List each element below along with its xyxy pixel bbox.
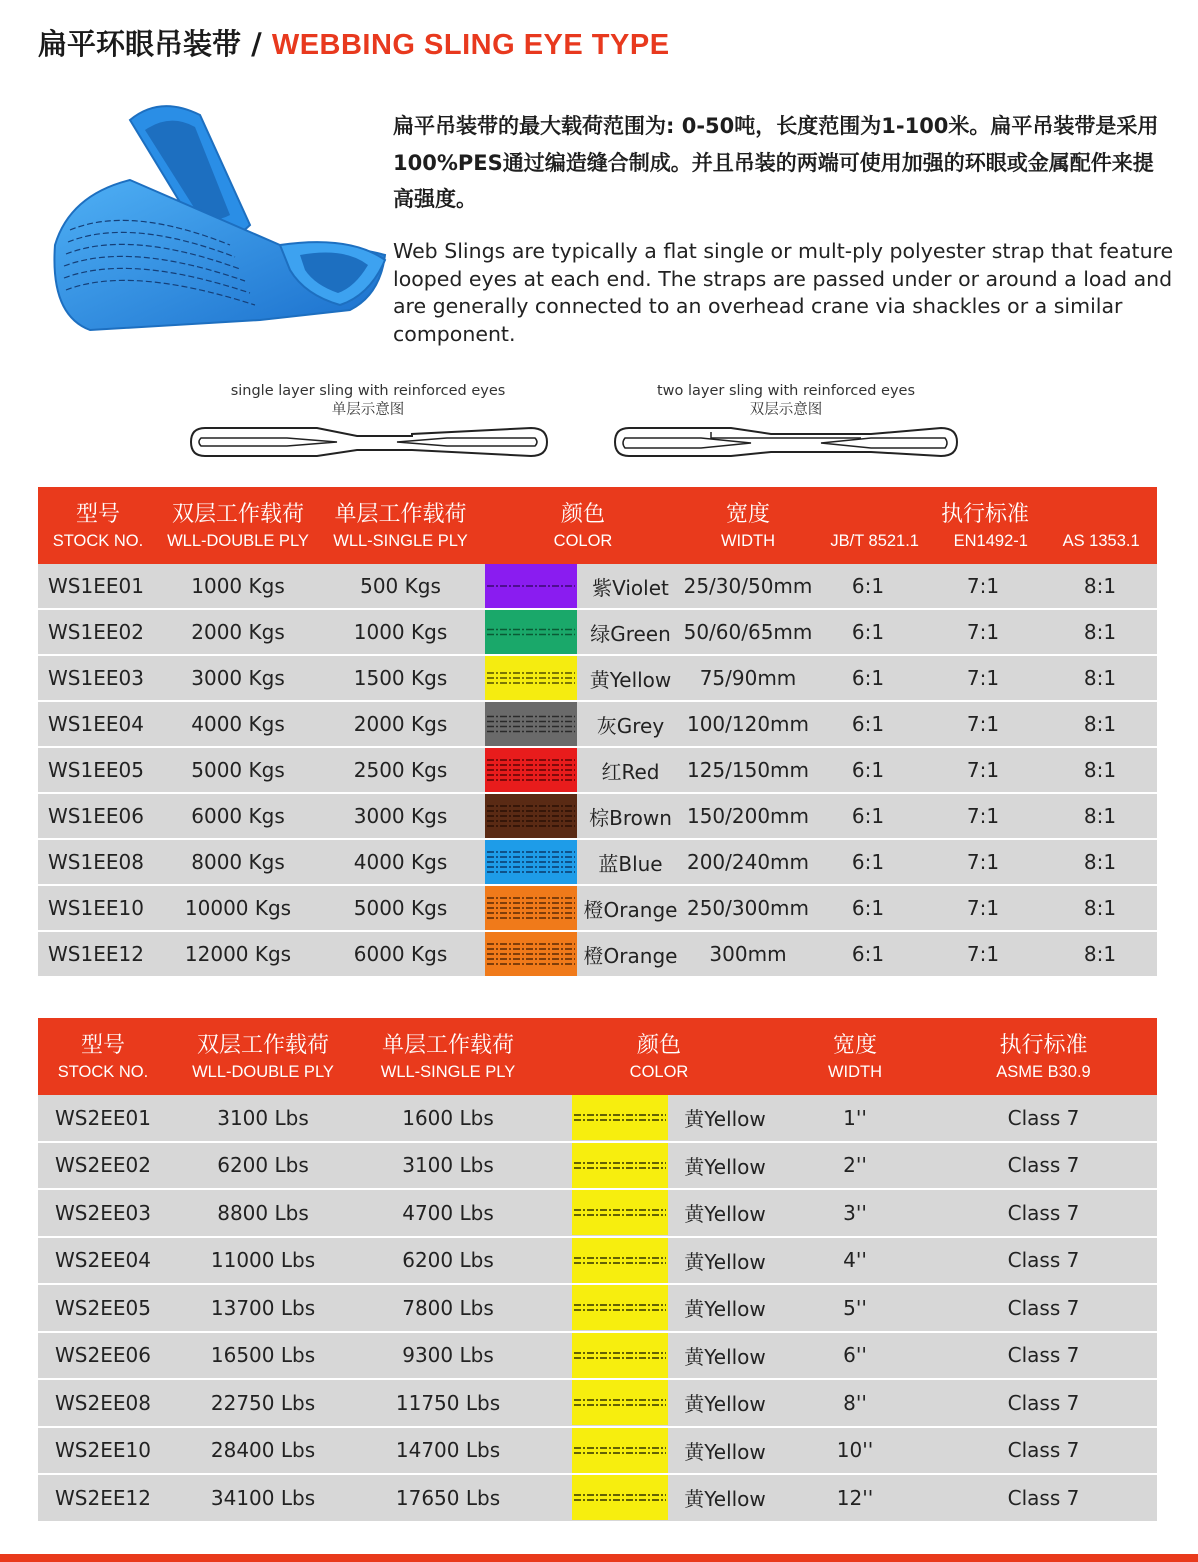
as-ratio-cell: 8:1: [1043, 747, 1157, 793]
asme-class-cell: Class 7: [930, 1142, 1157, 1190]
wll-double-cell: 13700 Lbs: [168, 1284, 358, 1332]
width-cell: 2'': [780, 1142, 930, 1190]
table-row: [38, 885, 1157, 931]
wll-double-cell: 11000 Lbs: [168, 1237, 358, 1285]
wll-double-cell: 3100 Lbs: [168, 1095, 358, 1142]
color-swatch-cell: [483, 793, 578, 839]
color-swatch: [572, 1380, 668, 1425]
wll-double-cell: 4000 Kgs: [158, 701, 318, 747]
t2-header-standard: 执行标准 ASME B30.9: [930, 1018, 1157, 1095]
stock-no-cell: WS1EE05: [38, 747, 158, 793]
color-swatch-cell: [570, 1427, 670, 1475]
width-cell: 125/150mm: [683, 747, 813, 793]
as-ratio-cell: 8:1: [1043, 931, 1157, 977]
wll-double-cell: 8000 Kgs: [158, 839, 318, 885]
color-swatch: [485, 702, 577, 746]
two-layer-diagram: [610, 382, 962, 460]
title-cn: 扁平环眼吊装带: [38, 27, 242, 61]
color-name-cell: 紫Violet: [578, 564, 683, 609]
t2-header-stock: 型号 STOCK NO.: [38, 1018, 168, 1095]
color-gap-cell: [538, 1095, 570, 1142]
t1-header-jb: JB/T 8521.1: [830, 531, 919, 550]
table-row: [38, 1095, 1157, 1142]
color-swatch-cell: [570, 1142, 670, 1190]
table-row: [38, 839, 1157, 885]
color-swatch: [485, 840, 577, 884]
width-cell: 10'': [780, 1427, 930, 1475]
en1492-ratio-cell: 7:1: [923, 609, 1043, 655]
t2-header-double: 双层工作载荷 WLL-DOUBLE PLY: [168, 1018, 358, 1095]
as-ratio-cell: 8:1: [1043, 564, 1157, 609]
jb-ratio-cell: 6:1: [813, 609, 923, 655]
color-swatch: [485, 932, 577, 976]
wll-single-cell: 3000 Kgs: [318, 793, 483, 839]
wll-single-cell: 6000 Kgs: [318, 931, 483, 977]
wll-single-cell: 17650 Lbs: [358, 1474, 538, 1522]
wll-single-cell: 6200 Lbs: [358, 1237, 538, 1285]
t2-header-width: 宽度 WIDTH: [780, 1018, 930, 1095]
wll-single-cell: 1500 Kgs: [318, 655, 483, 701]
single-layer-caption-en: single layer sling with reinforced eyes: [230, 383, 506, 399]
wll-single-cell: 11750 Lbs: [358, 1379, 538, 1427]
stock-no-cell: WS1EE02: [38, 609, 158, 655]
asme-class-cell: Class 7: [930, 1427, 1157, 1475]
color-swatch-cell: [483, 701, 578, 747]
wll-single-cell: 4700 Lbs: [358, 1189, 538, 1237]
color-swatch: [485, 610, 577, 654]
color-name-cell: 黄Yellow: [670, 1189, 780, 1237]
color-name-cell: 棕Brown: [578, 793, 683, 839]
color-name-cell: 红Red: [578, 747, 683, 793]
width-cell: 5'': [780, 1284, 930, 1332]
wll-single-cell: 4000 Kgs: [318, 839, 483, 885]
en1492-ratio-cell: 7:1: [923, 931, 1043, 977]
color-name-cell: 黄Yellow: [670, 1332, 780, 1380]
t1-header-stock: 型号 STOCK NO.: [38, 487, 158, 564]
as-ratio-cell: 8:1: [1043, 885, 1157, 931]
table-row: [38, 1284, 1157, 1332]
stock-no-cell: WS1EE10: [38, 885, 158, 931]
color-swatch: [572, 1428, 668, 1473]
wll-single-cell: 1000 Kgs: [318, 609, 483, 655]
color-gap-cell: [538, 1332, 570, 1380]
title-en: WEBBING SLING EYE TYPE: [271, 29, 670, 61]
color-swatch: [485, 656, 577, 700]
wll-single-cell: 2000 Kgs: [318, 701, 483, 747]
t2-header-single: 单层工作载荷 WLL-SINGLE PLY: [358, 1018, 538, 1095]
t1-header-single: 单层工作载荷 WLL-SINGLE PLY: [318, 487, 483, 564]
color-swatch: [572, 1238, 668, 1283]
jb-ratio-cell: 6:1: [813, 701, 923, 747]
webbing-sling-image: [50, 95, 390, 350]
color-name-cell: 橙Orange: [578, 885, 683, 931]
table-row: [38, 609, 1157, 655]
jb-ratio-cell: 6:1: [813, 839, 923, 885]
stock-no-cell: WS2EE12: [38, 1474, 168, 1522]
width-cell: 25/30/50mm: [683, 564, 813, 609]
color-swatch: [485, 886, 577, 930]
wll-double-cell: 1000 Kgs: [158, 564, 318, 609]
jb-ratio-cell: 6:1: [813, 747, 923, 793]
color-swatch-cell: [570, 1237, 670, 1285]
asme-class-cell: Class 7: [930, 1237, 1157, 1285]
color-name-cell: 黄Yellow: [670, 1095, 780, 1142]
metric-spec-table: [38, 487, 1157, 978]
color-swatch: [572, 1285, 668, 1330]
color-swatch-cell: [483, 655, 578, 701]
color-swatch-cell: [483, 609, 578, 655]
jb-ratio-cell: 6:1: [813, 793, 923, 839]
wll-double-cell: 28400 Lbs: [168, 1427, 358, 1475]
color-gap-cell: [538, 1237, 570, 1285]
stock-no-cell: WS1EE12: [38, 931, 158, 977]
stock-no-cell: WS2EE06: [38, 1332, 168, 1380]
title-separator: /: [251, 27, 262, 61]
as-ratio-cell: 8:1: [1043, 701, 1157, 747]
wll-double-cell: 6200 Lbs: [168, 1142, 358, 1190]
color-name-cell: 绿Green: [578, 609, 683, 655]
wll-double-cell: 10000 Kgs: [158, 885, 318, 931]
stock-no-cell: WS2EE03: [38, 1189, 168, 1237]
color-name-cell: 黄Yellow: [670, 1379, 780, 1427]
two-layer-sling-drawing: [611, 424, 961, 460]
table-row: [38, 747, 1157, 793]
stock-no-cell: WS1EE06: [38, 793, 158, 839]
stock-no-cell: WS1EE08: [38, 839, 158, 885]
asme-class-cell: Class 7: [930, 1332, 1157, 1380]
bottom-accent-bar: [0, 1554, 1198, 1562]
color-swatch: [572, 1333, 668, 1378]
stock-no-cell: WS1EE03: [38, 655, 158, 701]
color-swatch-cell: [570, 1332, 670, 1380]
width-cell: 250/300mm: [683, 885, 813, 931]
table-row: [38, 793, 1157, 839]
en1492-ratio-cell: 7:1: [923, 793, 1043, 839]
description-en: Web Slings are typically a flat single or mult-ply polyester strap that feature looped eyes at each end. The straps are passed under or around a load and are generally connected to an overhead crane via shackles or a similar component.: [393, 239, 1174, 346]
jb-ratio-cell: 6:1: [813, 655, 923, 701]
stock-no-cell: WS2EE05: [38, 1284, 168, 1332]
page-title: [38, 22, 670, 63]
as-ratio-cell: 8:1: [1043, 655, 1157, 701]
wll-single-cell: 500 Kgs: [318, 564, 483, 609]
width-cell: 8'': [780, 1379, 930, 1427]
wll-double-cell: 8800 Lbs: [168, 1189, 358, 1237]
color-gap-cell: [538, 1379, 570, 1427]
color-swatch: [572, 1190, 668, 1235]
description-cn: 扁平吊装带的最大载荷范围为: 0-50吨，长度范围为1-100米。扁平吊装带是采用100%PES通过编造缝合制成。并且吊装的两端可使用加强的环眼或金属配件来提高强度。: [393, 114, 1159, 211]
wll-double-cell: 6000 Kgs: [158, 793, 318, 839]
color-swatch: [485, 748, 577, 792]
color-name-cell: 黄Yellow: [670, 1284, 780, 1332]
imperial-spec-table: [38, 1018, 1157, 1523]
asme-class-cell: Class 7: [930, 1284, 1157, 1332]
width-cell: 100/120mm: [683, 701, 813, 747]
color-swatch: [572, 1475, 668, 1520]
t1-header-en1492: EN1492-1: [953, 531, 1028, 550]
single-layer-sling-drawing: [187, 424, 549, 460]
en1492-ratio-cell: 7:1: [923, 564, 1043, 609]
color-name-cell: 灰Grey: [578, 701, 683, 747]
width-cell: 3'': [780, 1189, 930, 1237]
color-name-cell: 黄Yellow: [670, 1142, 780, 1190]
color-swatch: [485, 794, 577, 838]
jb-ratio-cell: 6:1: [813, 564, 923, 609]
jb-ratio-cell: 6:1: [813, 885, 923, 931]
color-gap-cell: [538, 1427, 570, 1475]
table-row: [38, 1189, 1157, 1237]
table-row: [38, 1237, 1157, 1285]
table1-header-row: [38, 487, 1157, 564]
t1-header-as: AS 1353.1: [1062, 531, 1140, 550]
wll-single-cell: 1600 Lbs: [358, 1095, 538, 1142]
en1492-ratio-cell: 7:1: [923, 747, 1043, 793]
t1-header-standard: 执行标准 JB/T 8521.1 EN1492-1 AS 1353.1: [813, 487, 1157, 564]
color-name-cell: 橙Orange: [578, 931, 683, 977]
width-cell: 300mm: [683, 931, 813, 977]
width-cell: 75/90mm: [683, 655, 813, 701]
asme-class-cell: Class 7: [930, 1474, 1157, 1522]
color-swatch-cell: [483, 931, 578, 977]
wll-double-cell: 12000 Kgs: [158, 931, 318, 977]
width-cell: 50/60/65mm: [683, 609, 813, 655]
width-cell: 1'': [780, 1095, 930, 1142]
stock-no-cell: WS2EE08: [38, 1379, 168, 1427]
as-ratio-cell: 8:1: [1043, 793, 1157, 839]
color-gap-cell: [538, 1142, 570, 1190]
t1-header-width: 宽度 WIDTH: [683, 487, 813, 564]
color-gap-cell: [538, 1284, 570, 1332]
color-swatch-cell: [483, 839, 578, 885]
stock-no-cell: WS1EE04: [38, 701, 158, 747]
wll-double-cell: 22750 Lbs: [168, 1379, 358, 1427]
wll-double-cell: 3000 Kgs: [158, 655, 318, 701]
table-row: [38, 1474, 1157, 1522]
en1492-ratio-cell: 7:1: [923, 655, 1043, 701]
stock-no-cell: WS2EE10: [38, 1427, 168, 1475]
en1492-ratio-cell: 7:1: [923, 885, 1043, 931]
wll-double-cell: 34100 Lbs: [168, 1474, 358, 1522]
two-layer-caption-cn: 双层示意图: [749, 402, 823, 418]
color-name-cell: 黄Yellow: [670, 1474, 780, 1522]
en1492-ratio-cell: 7:1: [923, 839, 1043, 885]
wll-double-cell: 16500 Lbs: [168, 1332, 358, 1380]
wll-single-cell: 2500 Kgs: [318, 747, 483, 793]
color-gap-cell: [538, 1474, 570, 1522]
table-row: [38, 1142, 1157, 1190]
table-row: [38, 1427, 1157, 1475]
single-layer-caption-cn: 单层示意图: [331, 402, 405, 418]
color-swatch-cell: [483, 564, 578, 609]
t1-header-color: 颜色 COLOR: [483, 487, 683, 564]
color-name-cell: 蓝Blue: [578, 839, 683, 885]
color-name-cell: 黄Yellow: [578, 655, 683, 701]
width-cell: 12'': [780, 1474, 930, 1522]
wll-single-cell: 7800 Lbs: [358, 1284, 538, 1332]
color-swatch-cell: [483, 885, 578, 931]
color-swatch: [485, 564, 577, 608]
width-cell: 4'': [780, 1237, 930, 1285]
wll-single-cell: 9300 Lbs: [358, 1332, 538, 1380]
table-row: [38, 1379, 1157, 1427]
color-swatch-cell: [570, 1474, 670, 1522]
t1-header-double: 双层工作载荷 WLL-DOUBLE PLY: [158, 487, 318, 564]
table-row: [38, 701, 1157, 747]
wll-single-cell: 14700 Lbs: [358, 1427, 538, 1475]
t2-header-color: 颜色 COLOR: [538, 1018, 780, 1095]
table-row: [38, 655, 1157, 701]
jb-ratio-cell: 6:1: [813, 931, 923, 977]
wll-double-cell: 2000 Kgs: [158, 609, 318, 655]
asme-class-cell: Class 7: [930, 1379, 1157, 1427]
asme-class-cell: Class 7: [930, 1189, 1157, 1237]
en1492-ratio-cell: 7:1: [923, 701, 1043, 747]
color-swatch: [572, 1095, 668, 1140]
as-ratio-cell: 8:1: [1043, 609, 1157, 655]
width-cell: 200/240mm: [683, 839, 813, 885]
color-gap-cell: [538, 1189, 570, 1237]
table-row: [38, 1332, 1157, 1380]
stock-no-cell: WS2EE01: [38, 1095, 168, 1142]
color-name-cell: 黄Yellow: [670, 1427, 780, 1475]
wll-double-cell: 5000 Kgs: [158, 747, 318, 793]
stock-no-cell: WS2EE04: [38, 1237, 168, 1285]
as-ratio-cell: 8:1: [1043, 839, 1157, 885]
two-layer-caption-en: two layer sling with reinforced eyes: [656, 383, 916, 399]
color-swatch: [572, 1143, 668, 1188]
stock-no-cell: WS2EE02: [38, 1142, 168, 1190]
color-swatch-cell: [570, 1189, 670, 1237]
wll-single-cell: 5000 Kgs: [318, 885, 483, 931]
stock-no-cell: WS1EE01: [38, 564, 158, 609]
width-cell: 150/200mm: [683, 793, 813, 839]
width-cell: 6'': [780, 1332, 930, 1380]
color-swatch-cell: [483, 747, 578, 793]
color-name-cell: 黄Yellow: [670, 1237, 780, 1285]
color-swatch-cell: [570, 1095, 670, 1142]
color-swatch-cell: [570, 1284, 670, 1332]
color-swatch-cell: [570, 1379, 670, 1427]
wll-single-cell: 3100 Lbs: [358, 1142, 538, 1190]
table2-header-row: [38, 1018, 1157, 1095]
single-layer-diagram: [185, 382, 551, 460]
table-row: [38, 564, 1157, 609]
table-row: [38, 931, 1157, 977]
asme-class-cell: Class 7: [930, 1095, 1157, 1142]
